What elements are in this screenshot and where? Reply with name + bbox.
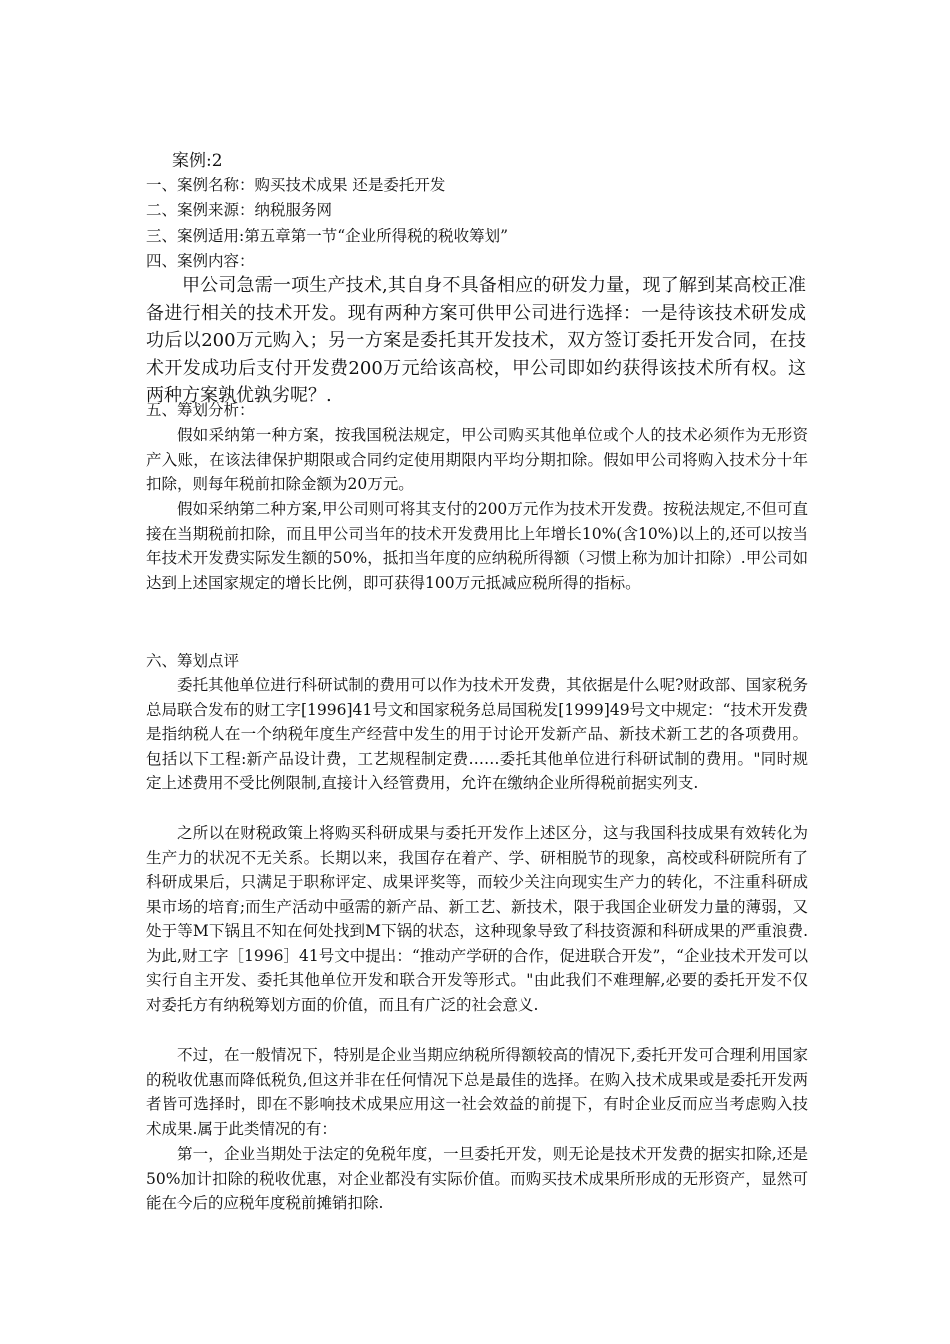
analysis-paragraph-2: 假如采纳第二种方案,甲公司则可将其支付的200万元作为技术开发费。按税法规定,不但可直接在当期税前扣除，而且甲公司当年的技术开发费用比上年增长10%(含10%)以上的,还可以按当年技术开发费实际发生额的50%，抵扣当年度的应纳税所得额（习惯上称为加计扣除）.甲公司如达到上述国家规定的增长比例，即可获得100万元抵减应税所得的指标。 [146,500,808,592]
case-title: 案例:2 [172,151,223,171]
heading-analysis: 五、筹划分析： [146,401,255,419]
analysis-paragraph-1: 假如采纳第一种方案，按我国税法规定，甲公司购买其他单位或个人的技术必须作为无形资产入账，在该法律保护期限或合同约定使用期限内平均分期扣除。假如甲公司将购入技术分十年扣除，则每年税前扣除金额为20万元。 [146,426,808,493]
comment-paragraph-4: 第一，企业当期处于法定的免税年度，一旦委托开发，则无论是技术开发费的据实扣除,还是50%加计扣除的税收优惠，对企业都没有实际价值。而购买技术成果所形成的无形资产，显然可能在今后的应税年度税前摊销扣除. [146,1145,808,1212]
heading-case-content: 四、案例内容： [146,252,255,270]
heading-comment: 六、筹划点评 [146,652,240,670]
content-paragraph: 甲公司急需一项生产技术,其自身不具备相应的研发力量，现了解到某高校正准备进行相关的技术开发。现有两种方案可供甲公司进行选择：一是待该技术研发成功后以200万元购入；另一方案是委托其开发技术，双方签订委托开发合同，在技术开发成功后支付开发费200万元给该高校，甲公司即如约获得该技术所有权。这两种方案孰优孰劣呢？. [146,275,806,406]
comment-paragraph-2: 之所以在财税政策上将购买科研成果与委托开发作上述区分，这与我国科技成果有效转化为生产力的状况不无关系。长期以来，我国存在着产、学、研相脱节的现象，高校或科研院所有了科研成果后，只满足于职称评定、成果评奖等，而较少关注向现实生产力的转化，不注重科研成果市场的培育;而生产活动中亟需的新产品、新工艺、新技术，限于我国企业研发力量的薄弱，又处于等M下锅且不知在何处找到M下锅的状态，这种现象导致了科技资源和科研成果的严重浪费.为此,财工字［1996］41号文中提出：“推动产学研的合作，促进联合开发”，“企业技术开发可以实行自主开发、委托其他单位开发和联合开发等形式。"由此我们不难理解,必要的委托开发不仅对委托方有纳税筹划方面的价值，而且有广泛的社会意义. [146,824,808,1014]
heading-case-applies: 三、案例适用:第五章第一节“企业所得税的税收筹划” [146,227,509,245]
comment-paragraph-3: 不过，在一般情况下，特别是企业当期应纳税所得额较高的情况下,委托开发可合理利用国家的税收优惠而降低税负,但这并非在任何情况下总是最佳的选择。在购入技术成果或是委托开发两者皆可选择时，即在不影响技术成果应用这一社会效益的前提下，有时企业反而应当考虑购入技术成果.属于此类情况的有： [146,1046,808,1138]
comment-paragraph-1: 委托其他单位进行科研试制的费用可以作为技术开发费，其依据是什么呢?财政部、国家税务总局联合发布的财工字[1996]41号文和国家税务总局国税发[1999]49号文中规定：“技术开发费是指纳税人在一个纳税年度生产经营中发生的用于讨论开发新产品、新技术新工艺的各项费用。包括以下工程:新产品设计费，工艺规程制定费……委托其他单位进行科研试制的费用。"同时规定上述费用不受比例限制,直接计入经管费用，允许在缴纳企业所得税前据实列支. [146,676,808,792]
heading-case-source: 二、案例来源：纳税服务网 [146,201,333,219]
heading-case-name: 一、案例名称：购买技术成果 还是委托开发 [146,176,446,194]
